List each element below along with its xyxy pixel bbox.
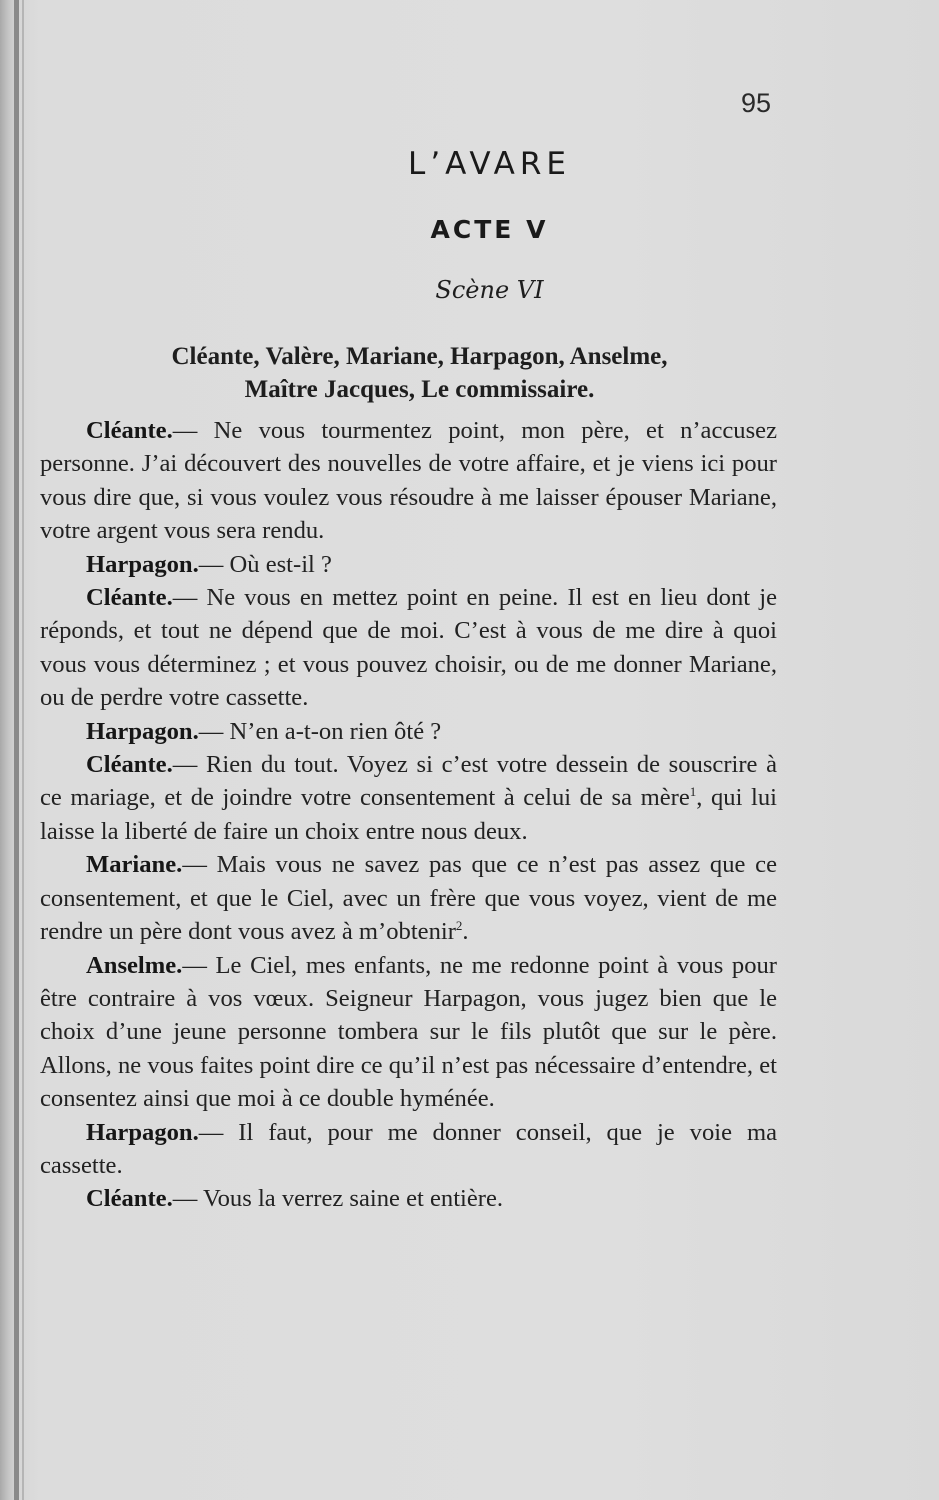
speech-text: — Rien du tout. Voyez si c’est votre dessein de souscrire à ce mariage, et de joindre votre consentement à celui de sa mère (40, 751, 777, 812)
speech-text: — Ne vous en mettez point en peine. Il est en lieu dont je réponds, et tout ne dépend que de moi. C’est à vous de me dire à quoi vous vous déterminez ; et vous pouvez choisir, ou de me donner Mariane, ou de perdre votre cassette. (40, 584, 777, 712)
character-list (60, 340, 779, 406)
speech-text-continued: , qui lui laisse la liberté de faire un choix entre nous deux. (40, 784, 777, 845)
speaker-name: Anselme. (86, 951, 183, 979)
dialogue-line (40, 715, 777, 748)
scene-heading: Scène VI (435, 276, 544, 304)
speech-text: — Mais vous ne savez pas que ce n’est pas assez que ce consentement, et que le Ciel, avec un frère que vous voyez, vient de me rendre un père dont vous avez à m’obtenir (40, 851, 777, 946)
speaker-name: Harpagon. (86, 550, 199, 578)
dialogue-line (40, 414, 777, 548)
speech-text: — Il faut, pour me donner conseil, que je voie ma cassette. (40, 1118, 777, 1179)
character-list-line: Cléante, Valère, Mariane, Harpagon, Anselme, (171, 343, 668, 370)
footnote-marker: 2 (455, 917, 463, 933)
footnote-marker: 1 (689, 784, 697, 800)
speech-text: — Où est-il ? (198, 550, 332, 578)
dialogue-line (40, 1182, 777, 1215)
dialogue-line (40, 748, 777, 848)
speaker-name: Mariane. (86, 851, 183, 879)
dialogue-line (40, 548, 777, 581)
dialogue-line (40, 848, 777, 948)
act-heading: ACTE V (430, 215, 549, 244)
page-number: 95 (740, 88, 771, 118)
speaker-name: Cléante. (86, 751, 173, 779)
dialogue-line (40, 949, 777, 1116)
speaker-name: Cléante. (86, 417, 173, 444)
speech-text: — Ne vous tourmentez point, mon père, et n’accusez personne. J’ai découvert des nouvelles de votre affaire, et je viens ici pour vous dire que, si vous voulez vous résoudre à me laisser épouser Mariane, votre argent vous sera rendu. (40, 417, 777, 545)
speaker-name: Cléante. (86, 1185, 173, 1213)
speech-text: — N’en a-t-on rien ôté ? (198, 717, 442, 745)
dialogue-line (40, 581, 777, 715)
character-list-line: Maître Jacques, Le commissaire. (244, 376, 595, 403)
speech-text-continued: . (462, 918, 469, 946)
dialogue-line (40, 1116, 777, 1183)
speaker-name: Harpagon. (86, 1118, 199, 1146)
work-title: L’AVARE (408, 146, 571, 182)
speaker-name: Cléante. (86, 584, 173, 612)
speaker-name: Harpagon. (86, 717, 199, 745)
dialogue (40, 414, 777, 1216)
speech-text: — Vous la verrez saine et entière. (172, 1185, 504, 1213)
speech-text: — Le Ciel, mes enfants, ne me redonne point à vous pour être contraire à vos vœux. Seigneur Harpagon, vous jugez bien que le choix d’une jeune personne tombera sur le fils plutôt que sur le père. Allons, ne vous faites point dire ce qu’il n’est pas nécessaire d’entendre, et consentez ainsi que moi à ce double hyménée. (40, 951, 777, 1113)
